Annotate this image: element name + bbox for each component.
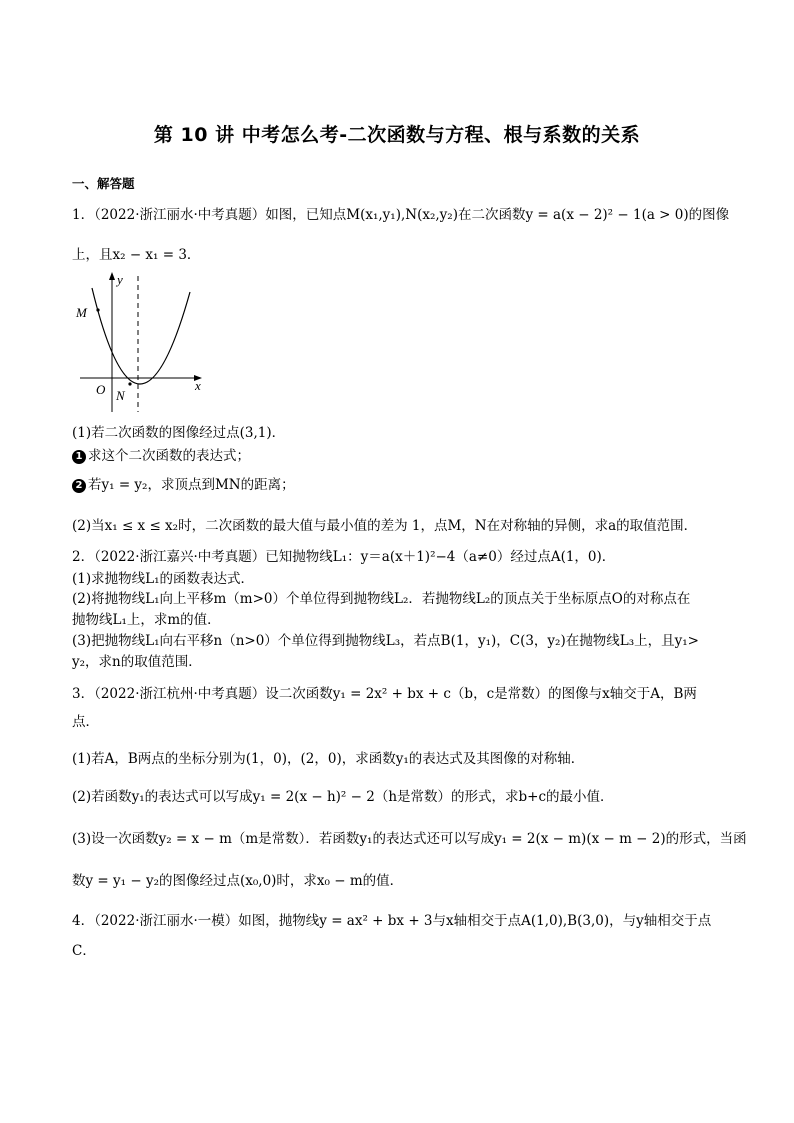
q2-part-3-line-1: (3)把抛物线L₁向右平移n（n>0）个单位得到抛物线L₃，若点B(1，y₁)，C(3，y₂)在抛物线L₃上，且y₁> [72,633,699,649]
q1-part-1a-text: 求这个二次函数的表达式； [88,448,250,464]
y-axis-arrow [109,272,115,280]
origin-label: O [96,382,106,397]
q1-parabola-figure [74,270,214,412]
q2-part-2-line-2: 抛物线L₁上，求m的值． [72,612,221,628]
point-n [128,382,131,385]
q3-part-2: (2)若函数y₁的表达式可以写成y₁ = 2(x − h)² − 2（h是常数）的形式，求b+c的最小值． [72,789,614,805]
q1-part-1b [72,476,732,494]
q1-stem-line-2: 上，且x₂ − x₁ = 3． [72,247,201,263]
q1-part-1b-text: 若y₁ = y₂，求顶点到MN的距离； [88,477,295,493]
n-label: N [116,388,125,403]
parabola-curve [92,288,190,384]
q4-stem-line-1: 4．（2022·浙江丽水·一模）如图，抛物线y = ax² + bx + 3与x轴相交于点A(1,0),B(3,0)，与y轴相交于点 [72,913,712,929]
q1-part-1a [72,447,732,465]
q2-stem: 2．（2022·浙江嘉兴·中考真题）已知抛物线L₁：y＝a(x＋1)²−4（a≠0）经过点A(1，0)． [72,549,616,565]
x-label: x [195,378,201,393]
q3-stem-line-1: 3．（2022·浙江杭州·中考真题）设二次函数y₁ = 2x² + bx + c（b，c是常数）的图像与x轴交于A，B两 [72,686,697,702]
q1-stem-line-1: 1．（2022·浙江丽水·中考真题）如图，已知点M(x₁,y₁),N(x₂,y₂)在二次函数y = a(x − 2)² − 1(a > 0)的图像 [72,207,730,223]
section-heading: 一、解答题 [72,176,135,191]
parabola-graph [74,270,214,412]
q4-stem-line-2: C． [72,943,96,959]
q2-part-1: (1)求抛物线L₁的函数表达式． [72,571,254,587]
q3-part-3-line-2: 数y = y₁ − y₂的图像经过点(x₀,0)时，求x₀ − m的值． [72,873,404,889]
circled-number-1: 1 [72,450,86,464]
circled-number-2: 2 [72,479,86,493]
point-m [96,308,99,311]
q1-part-1: (1)若二次函数的图像经过点(3,1)． [72,425,286,441]
m-label: M [76,305,87,320]
q3-part-3-line-1: (3)设一次函数y₂ = x − m（m是常数）．若函数y₁的表达式还可以写成y₁ = 2(x − m)(x − m − 2)的形式，当函 [72,831,747,847]
y-label: y [117,272,123,287]
page-title: 第 10 讲 中考怎么考-二次函数与方程、根与系数的关系 [153,124,641,146]
q3-part-1: (1)若A，B两点的坐标分别为(1，0)，(2，0)，求函数y₁的表达式及其图像的对称轴． [72,751,585,767]
q2-part-2-line-1: (2)将抛物线L₁向上平移m（m>0）个单位得到抛物线L₂．若抛物线L₂的顶点关于坐标原点O的对称点在 [72,591,691,607]
q3-stem-line-2: 点． [72,714,99,730]
q2-part-3-line-2: y₂，求n的取值范围． [72,654,202,670]
q1-part-2: (2)当x₁ ≤ x ≤ x₂时，二次函数的最大值与最小值的差为 1，点M，N在对称轴的异侧，求a的取值范围． [72,518,698,534]
